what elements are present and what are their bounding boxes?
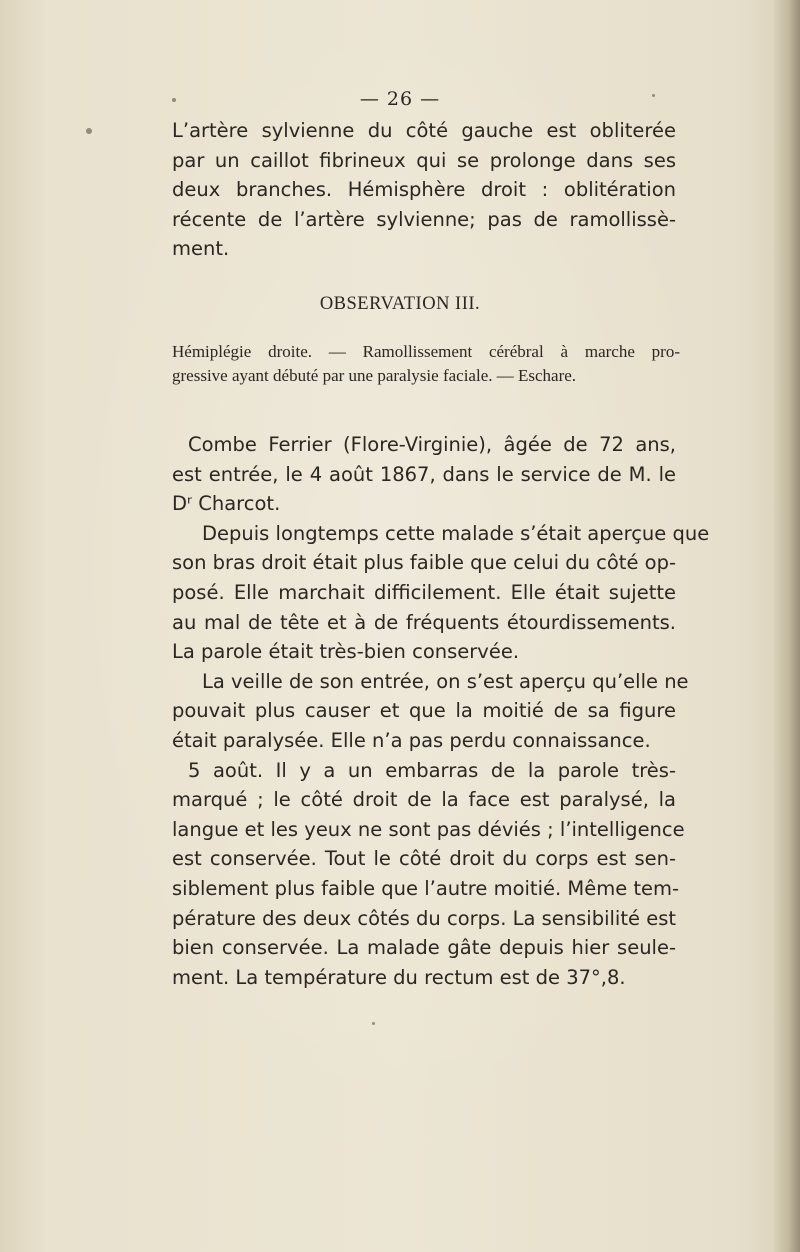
- summary-line: Hémiplégie droite. — Ramollissement cérébral à marche pro-: [172, 342, 680, 361]
- text-line: L’artère sylvienne du côté gauche est obliterée: [172, 119, 676, 142]
- text-line: Combe Ferrier (Flore-Virginie), âgée de 72 ans,: [188, 433, 676, 456]
- observation-heading: OBSERVATION III.: [319, 294, 481, 314]
- observation-body: [172, 430, 710, 992]
- intro-paragraph: [172, 116, 676, 264]
- text-line: siblement plus faible que l’autre moitié. Même tem-: [172, 876, 680, 900]
- text-line: ment.: [172, 237, 230, 261]
- observation-summary: [172, 340, 680, 388]
- speck-mark: [372, 1022, 375, 1025]
- text-line: pérature des deux côtés du corps. La sensibilité est: [172, 906, 676, 930]
- text-line: Depuis longtemps cette malade s’était aperçue que: [202, 521, 710, 545]
- text-line: posé. Elle marchait difficilement. Elle était sujette: [172, 580, 676, 604]
- text-line: Dʳ Charcot.: [172, 492, 281, 516]
- text-line: au mal de tête et à de fréquents étourdissements.: [172, 610, 676, 634]
- text-line: ment. La température du rectum est de 37°,8.: [172, 965, 626, 989]
- text-line: son bras droit était plus faible que celui du côté op-: [172, 551, 676, 575]
- text-line: récente de l’artère sylvienne; pas de ramollissè-: [172, 207, 676, 231]
- text-line: deux branches. Hémisphère droit : oblitération: [172, 178, 676, 202]
- text-line: est entrée, le 4 août 1867, dans le service de M. le: [172, 462, 676, 486]
- page-spine-shadow: [772, 0, 800, 1252]
- text-line: était paralysée. Elle n’a pas perdu connaissance.: [172, 728, 651, 752]
- speck-mark: [86, 128, 92, 134]
- text-line: La parole était très-bien conservée.: [172, 640, 520, 664]
- text-line: bien conservée. La malade gâte depuis hier seule-: [172, 936, 676, 960]
- text-line: marqué ; le côté droit de la face est paralysé, la: [172, 788, 676, 812]
- text-line: est conservée. Tout le côté droit du corps est sen-: [172, 847, 676, 871]
- text-line: La veille de son entrée, on s’est aperçu qu’elle ne: [202, 669, 689, 693]
- summary-line: gressive ayant débuté par une paralysie faciale. — Eschare.: [172, 366, 577, 385]
- text-line: langue et les yeux ne sont pas déviés ; l’intelligence: [172, 817, 685, 841]
- text-line: 5 août. Il y a un embarras de la parole très-: [188, 758, 676, 782]
- text-line: par un caillot fibrineux qui se prolonge dans ses: [172, 148, 676, 172]
- text-line: pouvait plus causer et que la moitié de sa figure: [172, 699, 676, 723]
- page-number: — 26 —: [359, 88, 441, 110]
